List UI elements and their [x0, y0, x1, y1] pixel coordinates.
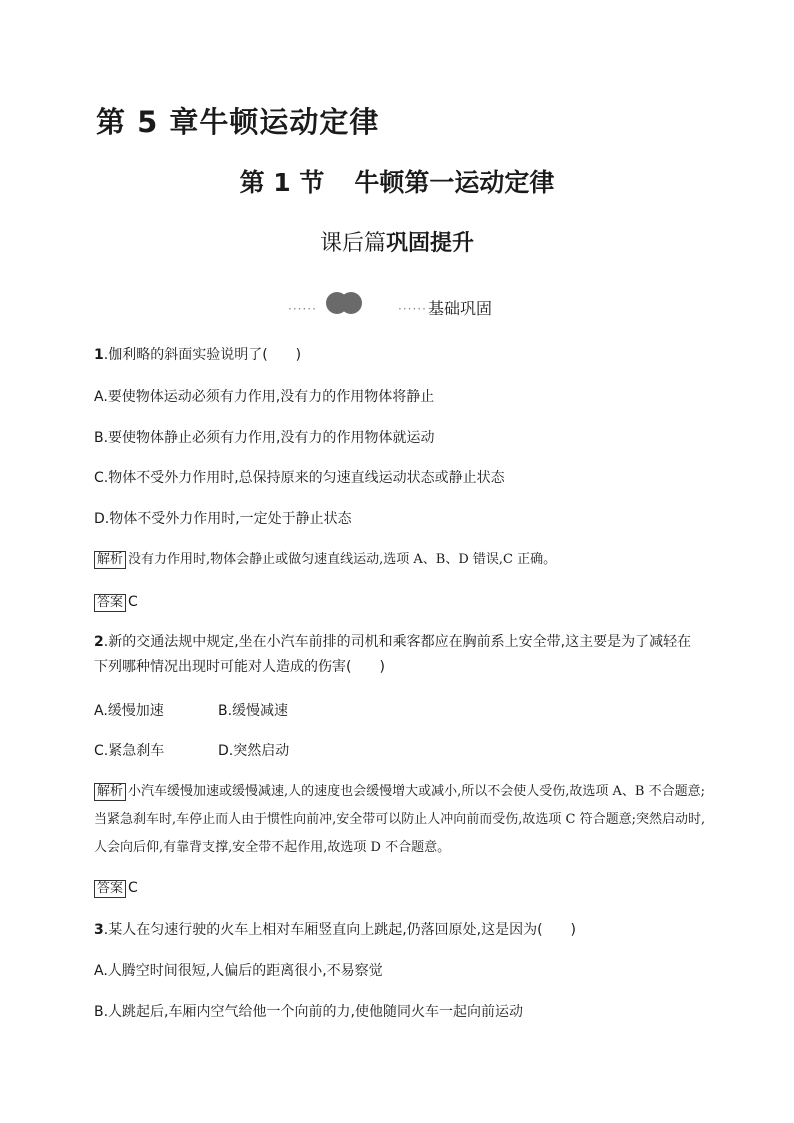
question-text: .伽利略的斜面实验说明了( ) [103, 347, 302, 363]
question-text: .某人在匀速行驶的火车上相对车厢竖直向上跳起,仍落回原处,这是因为( ) [103, 922, 577, 938]
q2-option-c: C.紧急刹车 [94, 743, 165, 759]
section-number: 第 1 节 [239, 168, 325, 197]
section-title [0, 163, 794, 199]
question-number: 1 [94, 347, 104, 363]
question-text: .新的交通法规中规定,坐在小汽车前排的司机和乘客都应在胸前系上安全带,这主要是为了减轻在下列哪种情况出现时可能对人造成的伤害( ) [94, 634, 692, 675]
analysis-label: 解析 [94, 783, 126, 801]
question-3-stem [94, 920, 704, 940]
subtitle-plain: 课后篇 [319, 231, 386, 256]
level-badge [288, 288, 528, 322]
subtitle-bold: 巩固提升 [386, 231, 475, 256]
q1-analysis [94, 550, 706, 570]
answer-text: C [128, 594, 138, 610]
analysis-text: 没有力作用时,物体会静止或做匀速直线运动,选项 A、B、D 错误,C 正确。 [128, 552, 557, 567]
q1-option-d: D.物体不受外力作用时,一定处于静止状态 [94, 511, 352, 527]
q2-analysis [94, 778, 706, 862]
answer-label: 答案 [94, 880, 126, 898]
q2-option-a: A.缓慢加速 [94, 703, 164, 719]
q1-option-a: A.要使物体运动必须有力作用,没有力的作用物体将静止 [94, 389, 435, 405]
subtitle [0, 226, 794, 257]
q2-answer [94, 878, 138, 898]
analysis-text: 小汽车缓慢加速或缓慢减速,人的速度也会缓慢增大或减小,所以不会使人受伤,故选项 A、B 不合题意;当紧急刹车时,车停止而人由于惯性向前冲,安全带可以防止人冲向前而受伤,故选项 C 符合题意;突然启动时,人会向后仰,有靠背支撑,安全带不起作用,故选项 D 不合题意。 [94, 784, 706, 855]
chapter-title: 第 5 章牛顿运动定律 [96, 105, 380, 139]
q1-option-c: C.物体不受外力作用时,总保持原来的匀速直线运动状态或静止状态 [94, 470, 505, 486]
q1-option-b: B.要使物体静止必须有力作用,没有力的作用物体就运动 [94, 430, 435, 446]
answer-text: C [128, 880, 138, 896]
dots-left: ······ [288, 302, 317, 316]
analysis-label: 解析 [94, 551, 126, 569]
dots-right: ······ [398, 302, 427, 316]
question-1-stem [94, 345, 704, 365]
q2-options-row-1 [94, 701, 164, 721]
section-name: 牛顿第一运动定律 [354, 168, 555, 197]
question-number: 2 [94, 634, 104, 650]
answer-label: 答案 [94, 594, 126, 612]
q1-answer [94, 592, 138, 612]
q3-option-a: A.人腾空时间很短,人偏后的距离很小,不易察觉 [94, 963, 383, 979]
circle-icon [340, 292, 362, 314]
level-label: 基础巩固 [428, 299, 493, 318]
q3-option-b: B.人跳起后,车厢内空气给他一个向前的力,使他随同火车一起向前运动 [94, 1004, 523, 1020]
question-2-stem [94, 630, 704, 680]
q2-option-b: B.缓慢减速 [218, 703, 289, 719]
question-number: 3 [94, 922, 104, 938]
q2-option-d: D.突然启动 [218, 743, 290, 759]
